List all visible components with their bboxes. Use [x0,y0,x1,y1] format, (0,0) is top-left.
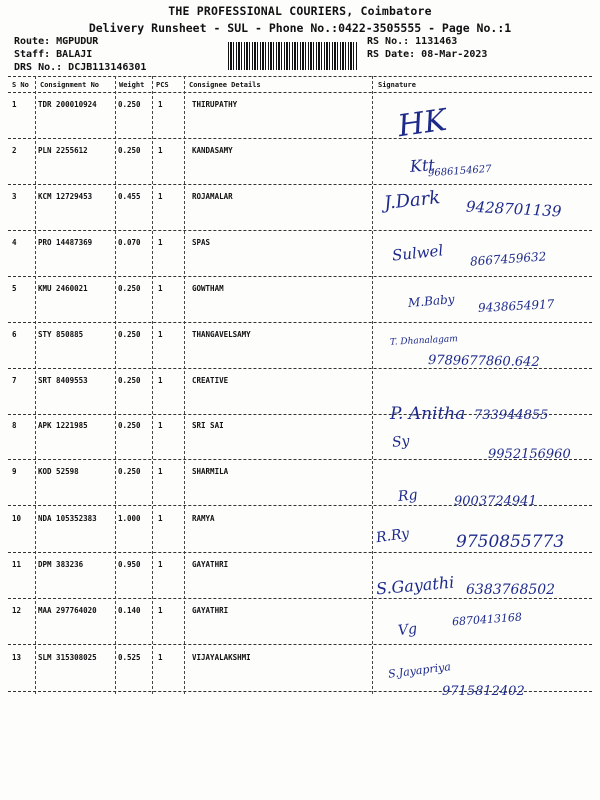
row-consignment-no: KMU 2460021 [38,284,88,293]
document-subtitle: Delivery Runsheet - SUL - Phone No.:0422-3505555 - Page No.:1 [88,21,512,35]
row-consignee: THANGAVELSAMY [192,330,251,339]
row-sno: 12 [12,606,22,615]
row-weight: 0.525 [118,653,141,662]
rs-date: RS Date: 08-Mar-2023 [367,49,488,60]
barcode-image [228,42,358,70]
row-pcs: 1 [158,560,163,569]
row-weight: 0.140 [118,606,141,615]
col-header-sno: S No [12,81,29,89]
handwritten-signature: T. Dhanalagam [389,334,459,348]
handwritten-signature: P. Anitha [390,404,466,424]
row-separator [8,138,592,139]
row-pcs: 1 [158,330,163,339]
handwritten-phone-number: 8667459632 [469,249,547,269]
row-consignment-no: PRO 14487369 [38,238,93,247]
row-weight: 0.950 [118,560,141,569]
row-pcs: 1 [158,192,163,201]
row-sno: 8 [12,421,17,430]
row-sno: 6 [12,330,17,339]
row-sno: 10 [12,514,22,523]
row-consignment-no: NDA 105352383 [38,514,97,523]
row-pcs: 1 [158,238,163,247]
drs-number: DRS No.: DCJB113146301 [14,62,147,73]
row-weight: 0.250 [118,146,141,155]
handwritten-signature: S.Gayathi [375,572,455,599]
row-consignment-no: KCM 12729453 [38,192,93,201]
row-consignment-no: STY 850885 [38,330,84,339]
handwritten-phone-number: 6870413168 [451,610,523,629]
handwritten-phone-number: 9952156960 [488,447,571,462]
handwritten-signature: Sulwel [391,241,445,265]
header-bottom-rule [8,92,592,93]
row-weight: 0.455 [118,192,141,201]
row-consignment-no: APK 1221985 [38,421,88,430]
handwritten-signature: R.Ry [375,525,411,547]
row-consignee: CREATIVE [192,376,229,385]
row-weight: 0.250 [118,284,141,293]
row-consignment-no: PLN 2255612 [38,146,88,155]
handwritten-signature: M.Baby [407,291,456,311]
handwritten-signature: Vg [397,621,418,639]
column-divider [115,76,116,694]
row-weight: 0.250 [118,467,141,476]
row-pcs: 1 [158,421,163,430]
row-consignee: THIRUPATHY [192,100,238,109]
row-consignee: SPAS [192,238,211,247]
row-separator [8,276,592,277]
handwritten-phone-number: 9003724941 [454,494,537,509]
col-header-consignee: Consignee Details [189,81,261,89]
handwritten-signature: Rg [397,487,419,505]
column-divider [152,76,153,694]
row-consignment-no: SLM 315308025 [38,653,97,662]
row-consignee: SHARMILA [192,467,229,476]
column-divider [372,76,373,694]
row-pcs: 1 [158,514,163,523]
row-consignee: VIJAYALAKSHMI [192,653,251,662]
staff-label: Staff: BALAJI [14,49,93,60]
row-consignee: GAYATHRI [192,560,229,569]
row-consignment-no: TDR 200010924 [38,100,97,109]
handwritten-signature: J.Dark [383,187,442,214]
row-pcs: 1 [158,606,163,615]
handwritten-signature: Ktt [409,155,436,176]
route-label: Route: MGPUDUR [14,36,99,47]
handwritten-phone-number: 9428701139 [465,197,562,221]
row-weight: 0.250 [118,330,141,339]
handwritten-signature: HK [395,102,449,145]
row-pcs: 1 [158,100,163,109]
row-sno: 13 [12,653,22,662]
row-consignment-no: SRT 8409553 [38,376,88,385]
row-pcs: 1 [158,284,163,293]
handwritten-phone-number: 6383768502 [466,582,556,598]
row-pcs: 1 [158,376,163,385]
column-divider [184,76,185,694]
row-separator [8,644,592,645]
handwritten-phone-number: 9686154627 [427,163,492,180]
col-header-signature: Signature [378,81,416,89]
row-separator [8,598,592,599]
handwritten-phone-number: 9750855773 [456,532,565,552]
row-sno: 2 [12,146,17,155]
row-consignment-no: DPM 383236 [38,560,84,569]
row-separator [8,552,592,553]
row-sno: 7 [12,376,17,385]
row-weight: 0.250 [118,376,141,385]
row-pcs: 1 [158,467,163,476]
handwritten-phone-number: 9715812402 [442,684,525,699]
row-sno: 1 [12,100,17,109]
column-divider [35,76,36,694]
handwritten-signature: Sy [391,433,411,451]
row-separator [8,184,592,185]
handwritten-signature: S.Jayapriya [387,660,452,681]
row-weight: 0.250 [118,100,141,109]
row-pcs: 1 [158,146,163,155]
rs-number: RS No.: 1131463 [367,36,458,47]
row-pcs: 1 [158,653,163,662]
row-weight: 1.000 [118,514,141,523]
row-consignment-no: MAA 297764020 [38,606,97,615]
handwritten-phone-number: 733944855 [474,408,549,423]
row-consignee: GAYATHRI [192,606,229,615]
row-weight: 0.070 [118,238,141,247]
col-header-weight: Weight [119,81,145,89]
row-consignee: KANDASAMY [192,146,233,155]
row-consignee: SRI SAI [192,421,224,430]
row-sno: 4 [12,238,17,247]
handwritten-phone-number: 9438654917 [477,297,555,315]
row-consignee: ROJAMALAR [192,192,233,201]
row-sno: 9 [12,467,17,476]
header-top-rule [8,76,592,77]
row-consignee: RAMYA [192,514,215,523]
row-sno: 3 [12,192,17,201]
row-consignee: GOWTHAM [192,284,224,293]
row-sno: 11 [12,560,22,569]
col-header-pcs: PCS [156,81,169,89]
row-sno: 5 [12,284,17,293]
col-header-consignment: Consignment No [40,81,100,89]
row-separator [8,322,592,323]
row-consignment-no: KOD 52598 [38,467,79,476]
handwritten-phone-number: 9789677860.642 [427,353,540,370]
document-title: THE PROFESSIONAL COURIERS, Coimbatore [168,4,432,18]
row-separator [8,230,592,231]
row-weight: 0.250 [118,421,141,430]
